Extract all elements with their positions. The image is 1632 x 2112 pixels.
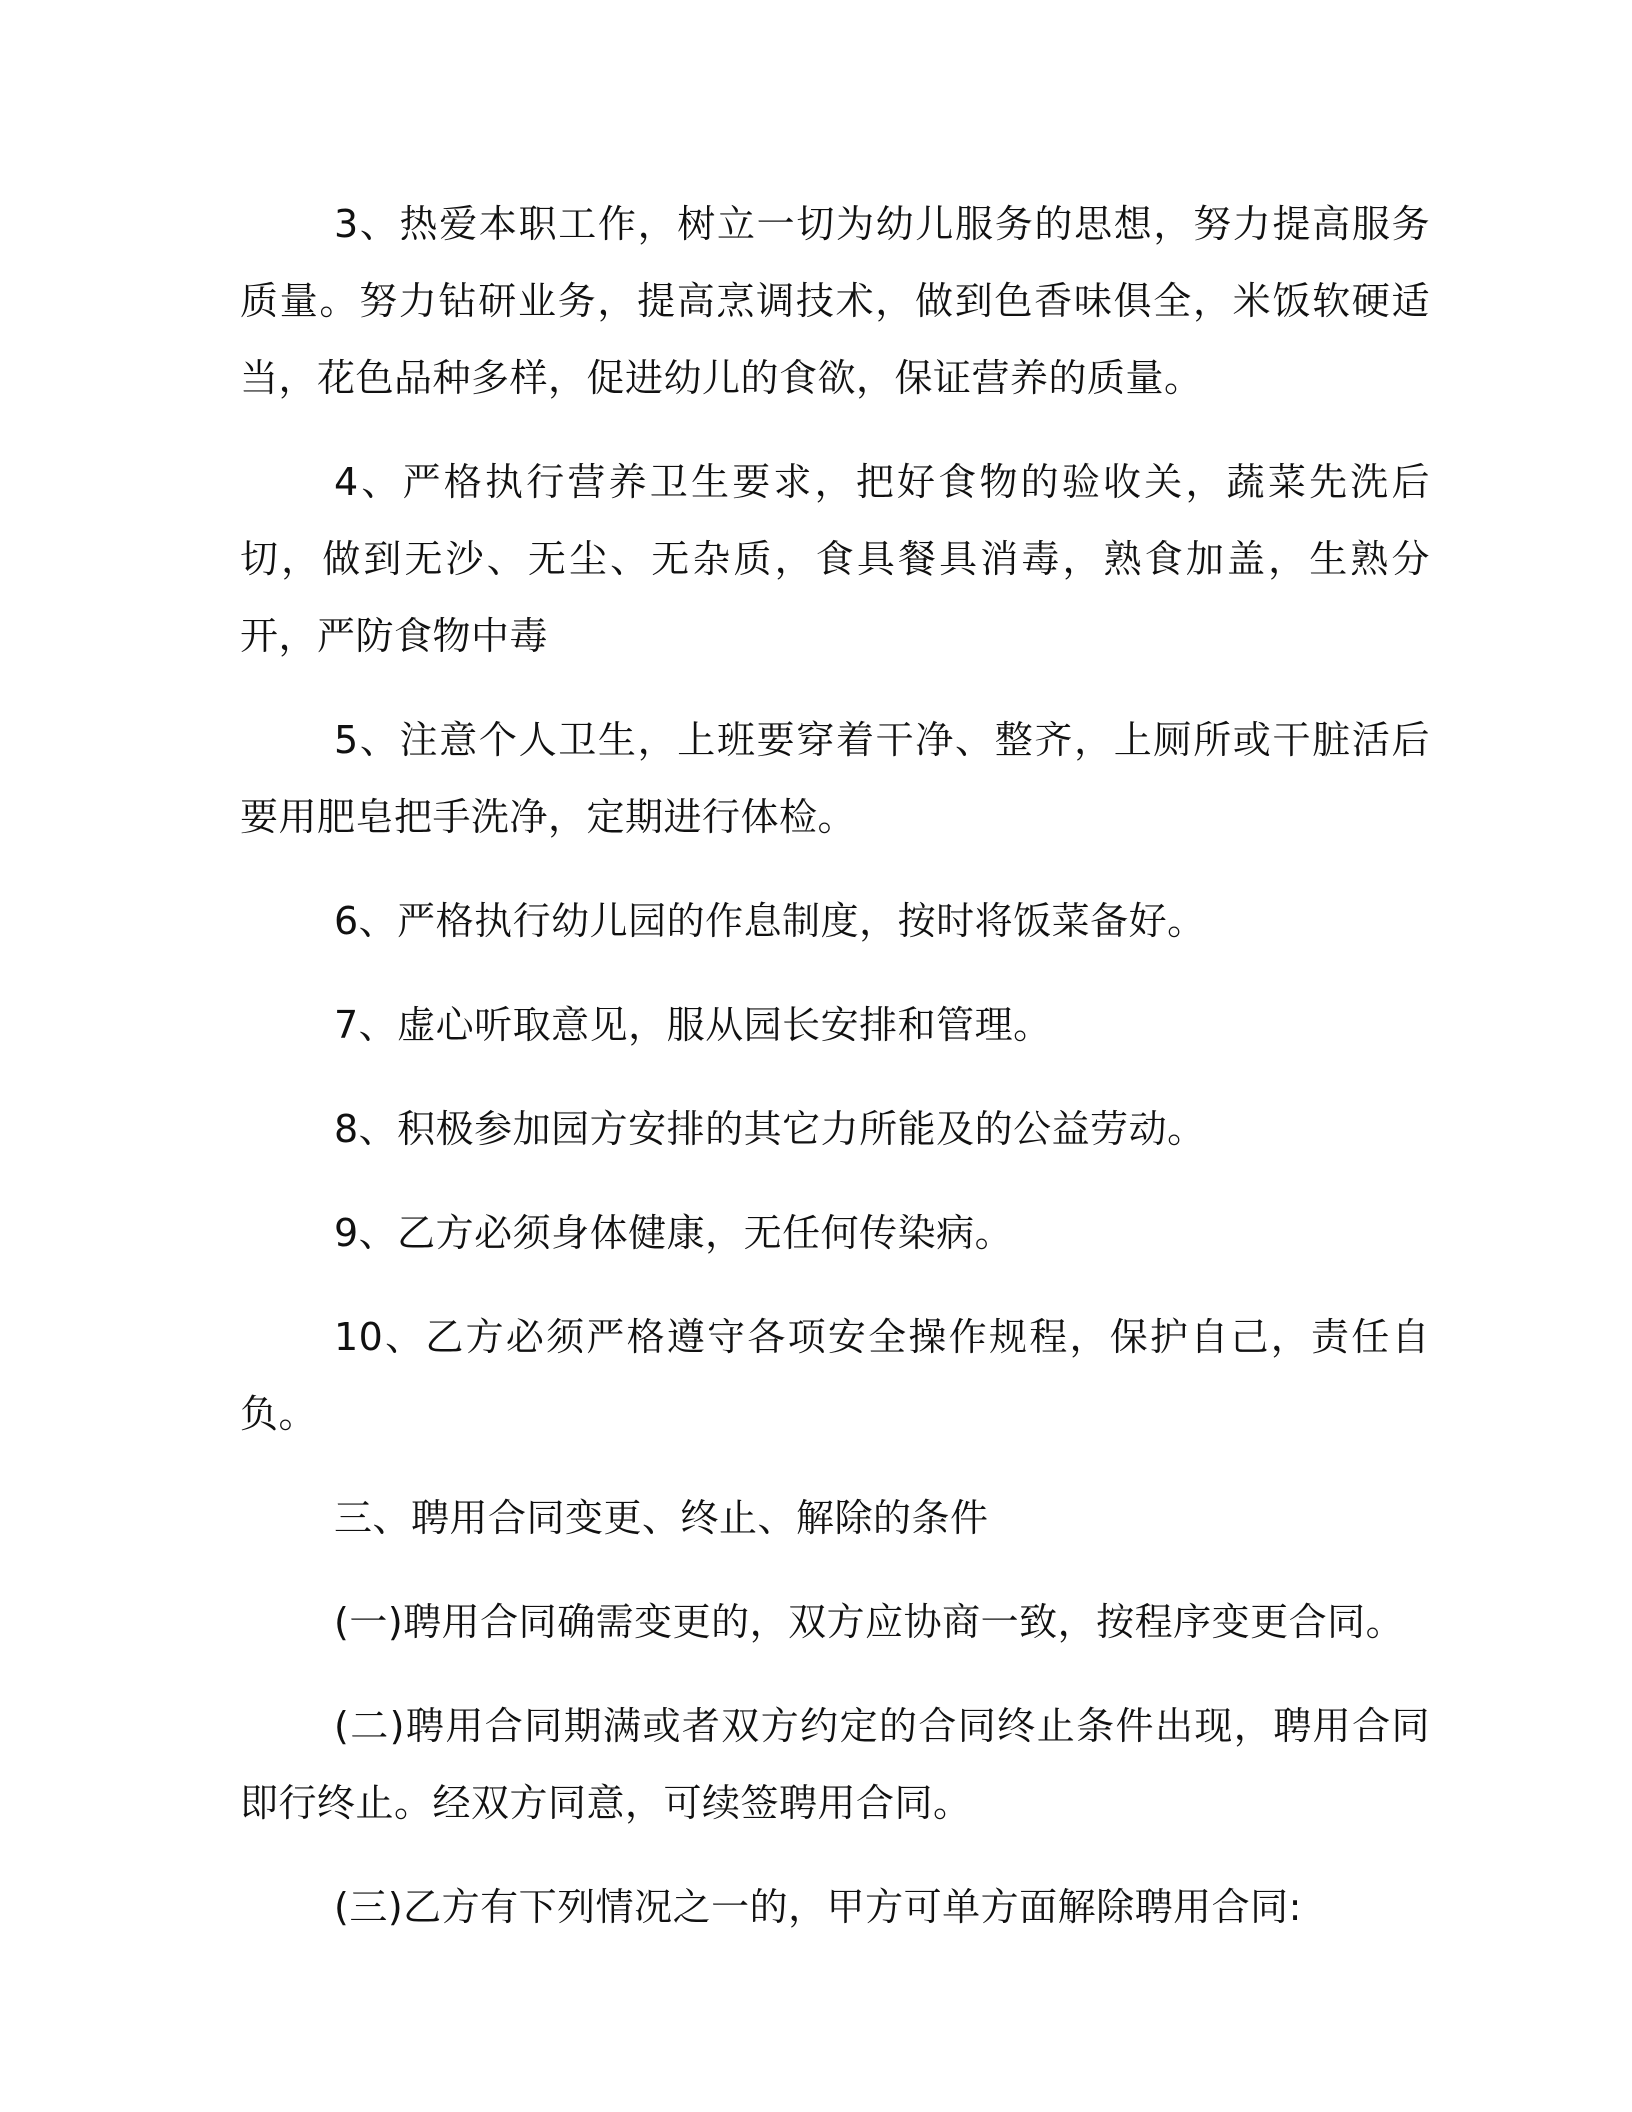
subclause-2: (二)聘用合同期满或者双方约定的合同终止条件出现，聘用合同即行终止。经双方同意，可续签聘用合同。 bbox=[240, 1704, 1430, 1825]
paragraph-item-10: 10、乙方必须严格遵守各项安全操作规程，保护自己，责任自负。 bbox=[240, 1315, 1430, 1436]
section-heading-3: 三、聘用合同变更、终止、解除的条件 bbox=[334, 1496, 989, 1540]
paragraph-item-7: 7、虚心听取意见，服从园长安排和管理。 bbox=[334, 1003, 1052, 1047]
paragraph-item-3: 3、热爱本职工作，树立一切为幼儿服务的思想，努力提高服务质量。努力钻研业务，提高烹调技术，做到色香味俱全，米饭软硬适当，花色品种多样，促进幼儿的食欲，保证营养的质量。 bbox=[240, 202, 1430, 400]
paragraph-item-9: 9、乙方必须身体健康，无任何传染病。 bbox=[334, 1211, 1014, 1255]
paragraph-item-4: 4、严格执行营养卫生要求，把好食物的验收关，蔬菜先洗后切，做到无沙、无尘、无杂质，食具餐具消毒，熟食加盖，生熟分开，严防食物中毒 bbox=[240, 460, 1430, 658]
subclause-1: (一)聘用合同确需变更的，双方应协商一致，按程序变更合同。 bbox=[334, 1600, 1405, 1644]
document-body bbox=[240, 186, 1430, 1973]
subclause-3: (三)乙方有下列情况之一的，甲方可单方面解除聘用合同: bbox=[334, 1885, 1302, 1929]
paragraph-item-5: 5、注意个人卫生，上班要穿着干净、整齐，上厕所或干脏活后要用肥皂把手洗净，定期进行体检。 bbox=[240, 718, 1430, 839]
paragraph-item-8: 8、积极参加园方安排的其它力所能及的公益劳动。 bbox=[334, 1107, 1206, 1151]
paragraph-item-6: 6、严格执行幼儿园的作息制度，按时将饭菜备好。 bbox=[334, 899, 1206, 943]
